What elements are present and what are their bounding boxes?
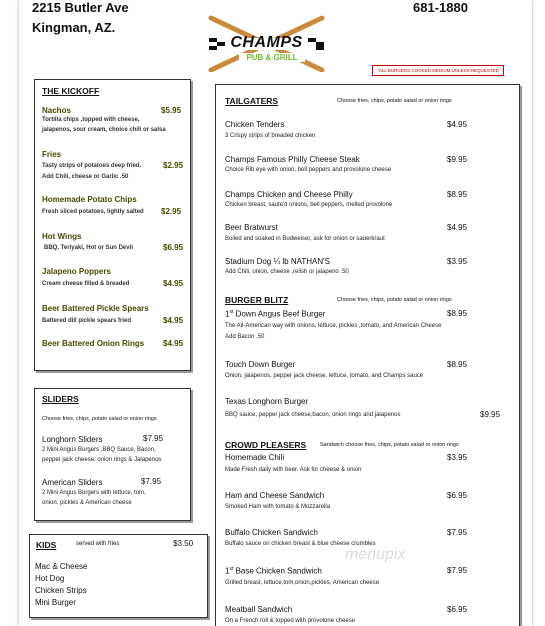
item-price: $7.95 xyxy=(447,566,468,575)
item-desc: Add Chili, cheese or Garlic .50 xyxy=(42,174,129,180)
kickoff-title: THE KICKOFF xyxy=(42,86,100,96)
item-desc: The All-American way with onions, lettuce, pickles ,tomato, and American Cheese xyxy=(225,323,442,329)
burger-blitz-note: Choose fries, chips, potato salad or onion rings xyxy=(337,297,452,303)
item-name: Beer Battered Pickle Spears xyxy=(42,304,149,313)
item-name: Jalapeno Poppers xyxy=(42,267,111,276)
crowd-pleasers-note: Sandwich choose fries, chips, potato salad or onion rings xyxy=(320,442,459,448)
burger-cooking-note: *ALL BURGERS COOKED MEDIUM UNLESS REQUESTED xyxy=(372,65,504,76)
ordinal-number: 1 xyxy=(225,309,230,319)
sliders-note: Choose fries, chips, potato salad or onion rings xyxy=(42,416,157,422)
item-price: $8.95 xyxy=(447,309,468,318)
kids-item: Hot Dog xyxy=(35,574,65,583)
item-desc: Battered dill pickle spears fried xyxy=(42,318,132,324)
item-desc: 2 Mini Angus Burgers with lettuce, tom, xyxy=(42,490,146,496)
ordinal-number: 1 xyxy=(225,566,230,576)
item-price: $7.95 xyxy=(447,528,468,537)
address-line: 2215 Butler Ave xyxy=(32,0,129,15)
item-price: $4.95 xyxy=(163,279,184,288)
item-name: Stadium Dog ¼ lb NATHAN'S xyxy=(225,257,330,266)
item-name: Beer Battered Onion Rings xyxy=(42,339,145,348)
kids-item: Mac & Cheese xyxy=(35,562,88,571)
item-desc: pepper jack cheese, onion rings & Jalapenos xyxy=(42,457,162,463)
item-name xyxy=(225,566,322,576)
item-name-rest: Base Chicken Sandwich xyxy=(233,566,322,576)
item-name: Homemade Chili xyxy=(225,453,285,462)
item-name xyxy=(225,309,325,319)
item-price: $5.95 xyxy=(161,106,182,115)
item-desc: 3 Crispy strips of breaded chicken xyxy=(225,133,316,139)
item-price: $4.95 xyxy=(163,339,184,348)
item-desc: Tortilla chips ,topped with cheese, xyxy=(42,117,140,123)
item-name-rest: Down Angus Beef Burger xyxy=(233,309,326,319)
item-name: Beer Bratwurst xyxy=(225,223,278,232)
item-name: American Sliders xyxy=(42,478,103,487)
item-desc: BBQ, Teriyaki, Hot or Sun Devil xyxy=(44,245,133,251)
item-price: $3.95 xyxy=(447,453,468,462)
item-price: $7.95 xyxy=(141,477,162,486)
kids-item: Mini Burger xyxy=(35,598,76,607)
logo-main-text: CHAMPS xyxy=(230,34,303,51)
kids-section xyxy=(29,534,208,618)
item-price: $4.95 xyxy=(447,120,468,129)
ordinal-suffix: st xyxy=(229,566,234,572)
item-desc: Smoked Ham with tomato & Mozzarella xyxy=(225,504,331,510)
item-price: $2.95 xyxy=(163,161,184,170)
item-price: $6.95 xyxy=(447,605,468,614)
item-desc: Made Fresh daily with beer. Ask for cheese & onion xyxy=(225,467,362,473)
item-name: Fries xyxy=(42,150,62,159)
city-line: Kingman, AZ. xyxy=(32,20,116,35)
kids-item: Chicken Strips xyxy=(35,586,87,595)
item-name: Longhorn Sliders xyxy=(42,435,103,444)
crowd-pleasers-title: CROWD PLEASERS xyxy=(225,440,307,450)
item-price: $6.95 xyxy=(447,491,468,500)
item-price: $8.95 xyxy=(447,190,468,199)
item-desc: Chicken breast, saute'd onions, bell peppers, melted provolone xyxy=(225,202,393,208)
item-name: Touch Down Burger xyxy=(225,360,296,369)
item-name: Champs Famous Philly Cheese Steak xyxy=(225,155,360,164)
item-name: Nachos xyxy=(42,106,71,115)
item-price: $9.95 xyxy=(447,155,468,164)
ordinal-suffix: st xyxy=(229,309,234,315)
item-desc: 2 Mini Angus Burgers ,BBQ Sauce, Bacon, xyxy=(42,447,156,453)
menupix-watermark: menupix xyxy=(345,546,406,563)
tailgaters-note: Choose fries, chips, potato salad or onion rings xyxy=(337,98,452,104)
logo-sub-text: PUB & GRILL xyxy=(239,53,305,62)
sliders-section xyxy=(34,388,191,521)
item-desc: jalapenos, sour cream, choice chili or salsa xyxy=(42,127,166,133)
kids-note: served with fries xyxy=(76,541,120,547)
item-desc: Add Bacon .50 xyxy=(225,334,265,340)
item-desc: Boiled and soaked in Budweiser, ask for onion or sauerkraut xyxy=(225,236,385,242)
item-desc: Fresh sliced potatoes, lightly salted xyxy=(42,209,144,215)
menu-page xyxy=(19,0,532,626)
item-desc: Onion, jalapenos, pepper jack cheese, lettuce, tomato, and Champs sauce xyxy=(225,373,424,379)
item-name: Texas Longhorn Burger xyxy=(225,397,309,406)
item-price: $4.95 xyxy=(163,316,184,325)
item-price: $2.95 xyxy=(161,207,182,216)
item-desc: Add Chili, onion, cheese ,relish or jalapeno .50 xyxy=(225,269,349,275)
item-desc: onion, pickles & American cheese xyxy=(42,500,132,506)
sliders-title: SLIDERS xyxy=(42,394,79,404)
item-desc: Cream cheese filled & breaded xyxy=(42,281,130,287)
burger-blitz-title: BURGER BLITZ xyxy=(225,295,289,305)
item-price: $9.95 xyxy=(480,410,501,419)
champs-logo xyxy=(199,14,334,72)
item-name: Buffalo Chicken Sandwich xyxy=(225,528,318,537)
item-desc: Buffalo sauce on chicken breast & blue cheese crumbles xyxy=(225,541,376,547)
item-price: $7.95 xyxy=(143,434,164,443)
kids-title: KIDS xyxy=(36,540,57,550)
item-desc: Tasty strips of potatoes deep fried. xyxy=(42,163,142,169)
item-desc: On a French roll & topped with provolone cheese xyxy=(225,618,356,624)
item-price: $8.95 xyxy=(447,360,468,369)
item-price: $6.95 xyxy=(163,243,184,252)
item-price: $4.95 xyxy=(447,223,468,232)
kickoff-section xyxy=(34,79,191,371)
right-column xyxy=(215,84,520,626)
item-price: $3.95 xyxy=(447,257,468,266)
item-name: Chicken Tenders xyxy=(225,120,285,129)
item-name: Homemade Potato Chips xyxy=(42,195,137,204)
item-desc: Grilled breast, lettuce,tom,onion,pickles, American cheese xyxy=(225,580,380,586)
item-name: Meatball Sandwich xyxy=(225,605,293,614)
phone-number: 681-1880 xyxy=(413,0,468,15)
tailgaters-title: TAILGATERS xyxy=(225,96,279,106)
item-desc: BBQ sauce, pepper jack cheese,bacon, onion rings and jalapenos xyxy=(225,412,401,418)
item-name: Ham and Cheese Sandwich xyxy=(225,491,325,500)
kids-price: $3.50 xyxy=(173,539,194,548)
item-desc: Choice Rib eye with onion, bell peppers and provolone cheese xyxy=(225,167,392,173)
item-name: Champs Chicken and Cheese Philly xyxy=(225,190,353,199)
item-name: Hot Wings xyxy=(42,232,82,241)
